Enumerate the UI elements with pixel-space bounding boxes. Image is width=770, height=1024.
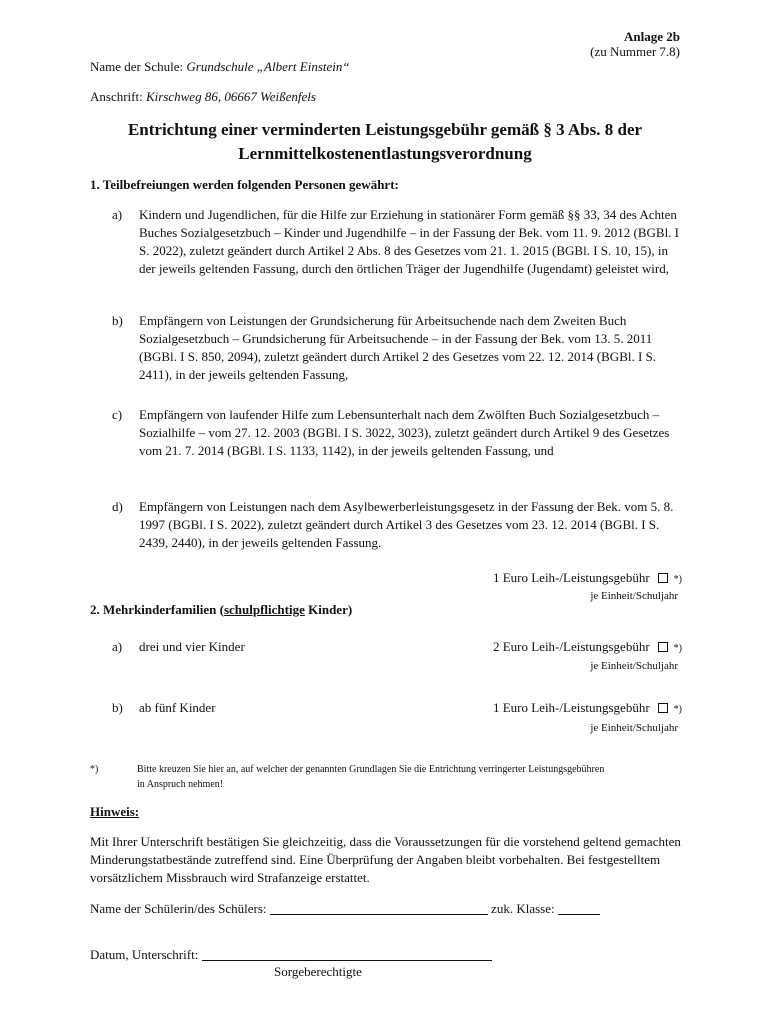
item-text: Empfängern von Leistungen der Grundsicherung für Arbeitsuchende nach dem Zweiten Buch Sozialgesetzbuch – Grundsicherung für Arbeitsuchende – in der Fassung der Bek. vom 13. 5. 2011 (BGBl. I S. 850, 2094), zuletzt geändert durch Artikel 2 des Gesetzes vom 22. 12. 2014 (BGBl. I S. 2411), in der jeweils geltenden Fassung, (139, 313, 657, 382)
section2-checkbox-b[interactable] (658, 703, 668, 713)
school-name-label: Name der Schule: (90, 59, 187, 74)
notice-heading: Hinweis: (90, 804, 140, 819)
student-name-row (90, 900, 600, 918)
footnote-mark: *) (90, 764, 99, 775)
school-name-line (90, 58, 350, 76)
item-text: Empfängern von Leistungen nach dem Asylbewerberleistungsgesetz in der Fassung der Bek. vom 5. 8. 1997 (BGBl. I S. 2022), zuletzt geändert durch Artikel 3 des Gesetzes vom 23. 12. 2014 (BGBl. I S. 2439, 2440), in der jeweils geltenden Fassung. (139, 499, 674, 550)
section2-heading (90, 601, 352, 619)
footnote-ref: *) (673, 643, 682, 654)
section2-fee-a (493, 638, 682, 658)
item-text: drei und vier Kinder (139, 639, 245, 654)
title-line-2: Lernmittelkostenentlastungsverordnung (238, 144, 532, 163)
item-label: a) (112, 207, 123, 222)
footnote-text: Bitte kreuzen Sie hier an, auf welcher der genannten Grundlagen Sie die Entrichtung verringerter Leistungsgebühren in Anspruch nehmen! (137, 764, 605, 790)
student-name-label: Name der Schülerin/des Schülers: (90, 901, 267, 916)
section1-heading: 1. Teilbefreiungen werden folgenden Personen gewährt: (90, 177, 399, 192)
item-label: b) (112, 700, 123, 715)
class-label: zuk. Klasse: (491, 901, 555, 916)
footnote-ref: *) (673, 574, 682, 585)
section2-heading-underlined: schulpflichtige (223, 602, 305, 617)
item-label: c) (112, 407, 123, 422)
school-name-value: Grundschule „Albert Einstein“ (186, 59, 350, 74)
signature-row (90, 946, 492, 964)
fee-text: 1 Euro Leih-/Leistungsgebühr (492, 570, 650, 585)
item-text: Kindern und Jugendlichen, für die Hilfe zur Erziehung in stationärer Form gemäß §§ 33, 34 des Achten Buches Sozialgesetzbuch – Kinder und Jugendhilfe – in der Fassung der Bek. vom 11. 9. 2012 (BGBl. I S. 2022), zuletzt geändert durch Artikel 2 Abs. 8 des Gesetzes vom 21. 1. 2015 (BGBl. I S. 10, 15), in der jeweils geltenden Fassung, durch den örtlichen Träger der Jugendhilfe (Jugendamt) geleistet wird, (139, 207, 680, 276)
section1-checkbox[interactable] (658, 573, 668, 583)
fee-text: 2 Euro Leih-/Leistungsgebühr (492, 639, 650, 654)
item-text: ab fünf Kinder (139, 700, 216, 715)
address-value: Kirschweg 86, 06667 Weißenfels (145, 89, 316, 104)
section2-fee-b (493, 699, 682, 719)
guardian-label: Sorgeberechtigte (274, 964, 362, 979)
date-signature-field[interactable] (202, 948, 492, 961)
fee-text: 1 Euro Leih-/Leistungsgebühr (492, 700, 650, 715)
annex-reference: (zu Nummer 7.8) (590, 44, 680, 59)
date-signature-label: Datum, Unterschrift: (90, 947, 199, 962)
section2-heading-pre: 2. Mehrkinderfamilien ( (90, 602, 224, 617)
item-label: b) (112, 313, 123, 328)
address-label: Anschrift: (90, 89, 146, 104)
section2-heading-post: Kinder) (304, 602, 353, 617)
section1-per-unit: je Einheit/Schuljahr (590, 590, 678, 602)
section2-per-unit-b: je Einheit/Schuljahr (590, 722, 678, 734)
item-text: Empfängern von laufender Hilfe zum Lebensunterhalt nach dem Zwölften Buch Sozialgesetzbuch – Sozialhilfe – vom 27. 12. 2003 (BGBl. I S. 3022, 3023), zuletzt geändert durch Artikel 9 des Gesetzes vom 21. 7. 2014 (BGBl. I S. 1133, 1142), in der jeweils geltenden Fassung, und (139, 407, 670, 458)
section1-fee (493, 569, 682, 589)
class-field[interactable] (558, 902, 600, 915)
section2-checkbox-a[interactable] (658, 642, 668, 652)
title-line-1: Entrichtung einer verminderten Leistungsgebühr gemäß § 3 Abs. 8 der (127, 120, 643, 139)
student-name-field[interactable] (270, 902, 488, 915)
document-title (90, 118, 680, 166)
annex-label: Anlage 2b (624, 29, 680, 44)
item-label: d) (112, 499, 123, 514)
section2-per-unit-a: je Einheit/Schuljahr (590, 660, 678, 672)
address-line (90, 88, 316, 106)
item-label: a) (112, 639, 123, 654)
notice-text: Mit Ihrer Unterschrift bestätigen Sie gleichzeitig, dass die Voraussetzungen für die vorstehend geltend gemachten Minderungstatbestände zutreffend sind. Eine Überprüfung der Angaben bleibt vorbehalten. Bei festgestelltem vorsätzlichem Missbrauch wird Strafanzeige erstattet. (90, 834, 681, 885)
footnote-ref: *) (673, 704, 682, 715)
